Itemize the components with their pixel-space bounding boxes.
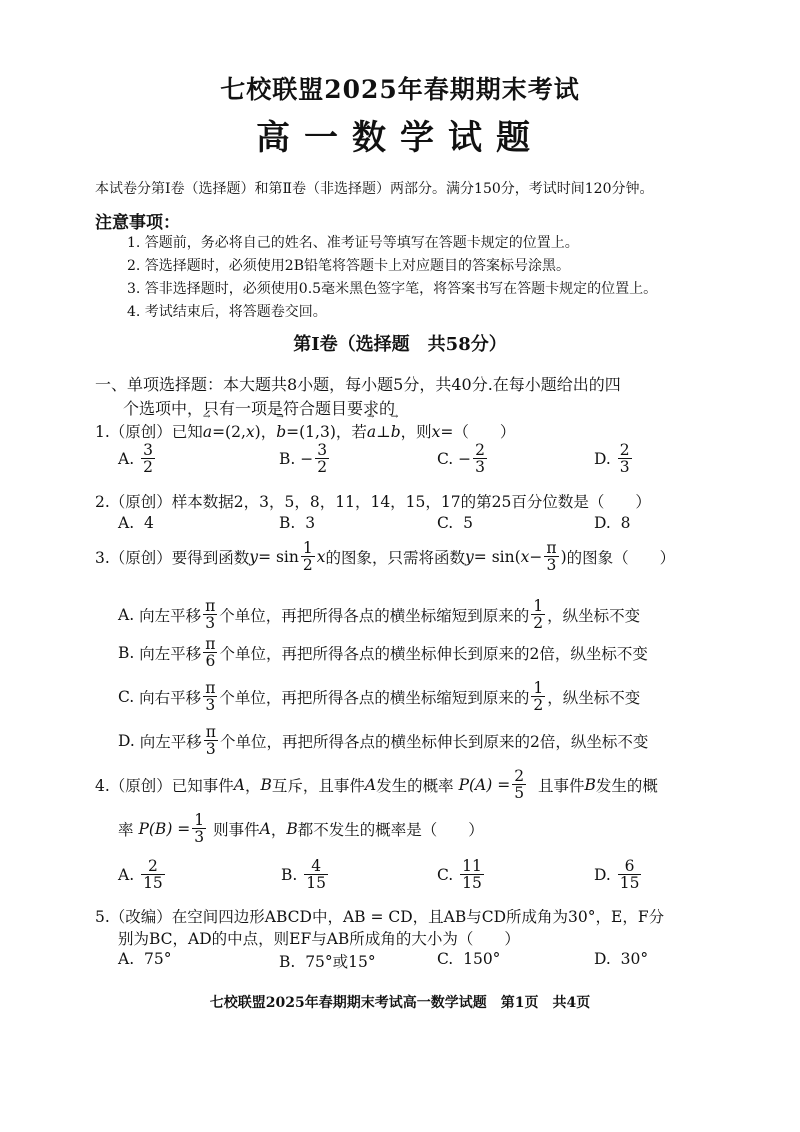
option-label: B. — [281, 865, 298, 884]
denominator: 2 — [302, 556, 313, 575]
question-text: （原创）已知 — [109, 423, 203, 441]
numerator: 2 — [619, 441, 630, 459]
notes-heading: 注意事项： — [95, 213, 180, 233]
denominator: 3 — [194, 828, 205, 847]
math-var: x — [245, 423, 255, 441]
math-var: B — [286, 819, 298, 838]
option-value: 150° — [463, 950, 501, 968]
fraction — [141, 858, 165, 892]
math-var: y — [249, 547, 259, 566]
fraction — [301, 540, 315, 574]
question-text: ， — [245, 776, 261, 795]
option-value: 75°或15° — [305, 953, 376, 971]
option-d[interactable] — [594, 514, 631, 532]
question-3-stem — [95, 540, 675, 574]
denominator: 3 — [546, 556, 557, 575]
option-value: 30° — [620, 950, 649, 968]
option-value: 75° — [143, 950, 172, 968]
option-label: B. — [279, 449, 296, 468]
option-label: D. — [594, 514, 611, 532]
option-a[interactable] — [118, 514, 154, 532]
option-text: 个单位，再把所得各点的横坐标缩短到原来的 — [219, 606, 530, 625]
numerator: 1 — [533, 597, 544, 615]
option-a[interactable] — [118, 950, 171, 968]
option-a[interactable] — [118, 598, 640, 632]
question-text: ， — [270, 820, 287, 839]
option-text: 向左平移 — [139, 606, 202, 625]
answer-blank: =（ ） — [440, 423, 516, 441]
option-b[interactable] — [118, 636, 648, 670]
numerator: 1 — [194, 811, 205, 829]
math-text: =(1,3)，若 — [286, 423, 367, 441]
option-d[interactable] — [594, 950, 648, 968]
option-a[interactable] — [118, 858, 167, 892]
sign: − — [300, 449, 314, 468]
option-value: 4 — [143, 514, 154, 532]
note-item: 4. 考试结束后，将答题卷交回。 — [127, 304, 327, 320]
question-text: 互斥，且事件 — [271, 776, 365, 795]
option-label: B. — [118, 643, 135, 662]
numerator: 3 — [143, 441, 153, 459]
exam-intro: 本试卷分第Ⅰ卷（选择题）和第Ⅱ卷（非选择题）两部分。满分150分，考试时间120分钟。 — [95, 181, 654, 197]
option-b[interactable] — [281, 858, 330, 892]
vector-b: → b — [391, 423, 401, 441]
option-c[interactable] — [437, 442, 489, 476]
denominator: 5 — [514, 784, 525, 803]
fraction — [531, 680, 545, 714]
math-var: y — [465, 547, 474, 566]
option-text: 向右平移 — [139, 688, 202, 707]
math-var: A — [233, 775, 245, 794]
option-text: 向左平移 — [139, 732, 202, 751]
option-label: D. — [594, 449, 611, 468]
numerator: π — [546, 539, 557, 557]
question-number: 1. — [95, 423, 110, 441]
vector-a: → a — [203, 423, 212, 441]
option-text: 个单位，再把所得各点的横坐标缩短到原来的 — [219, 688, 530, 707]
question-2-stem: 2.（原创）样本数据2，3，5，8，11，14，15，17的第25百分位数是（ ） — [95, 493, 651, 511]
exam-title: 七校联盟2025年春期期末考试 — [220, 75, 580, 104]
math-text: P(A) = — [458, 775, 511, 794]
fraction — [544, 540, 558, 574]
math-var: A — [259, 819, 271, 838]
question-1-stem — [95, 420, 515, 442]
question-text: 发生的概率 — [376, 776, 454, 795]
option-value: 3 — [305, 514, 316, 532]
math-var: x — [520, 547, 530, 566]
numerator: π — [205, 723, 216, 741]
fraction — [141, 442, 155, 476]
fraction — [618, 442, 632, 476]
question-text: 4.（原创）已知事件 — [95, 776, 234, 795]
fraction — [304, 858, 328, 892]
numerator: 2 — [514, 767, 525, 785]
fraction — [460, 858, 484, 892]
option-d[interactable] — [594, 858, 643, 892]
denominator: 2 — [533, 696, 544, 715]
math-text: − — [529, 547, 543, 566]
math-text: ) — [560, 547, 567, 566]
option-c[interactable] — [437, 858, 486, 892]
question-text: 且事件 — [537, 776, 585, 795]
option-label: A. — [118, 950, 135, 968]
numerator: 11 — [462, 857, 482, 875]
note-item: 3. 答非选择题时，必须使用0.5毫米黑色签字笔，将答案书写在答题卡规定的位置上。 — [127, 281, 658, 297]
denominator: 3 — [205, 740, 216, 759]
denominator: 2 — [317, 458, 328, 477]
option-label: C. — [437, 950, 454, 968]
part1-instructions-line1: 一、单项选择题：本大题共8小题，每小题5分，共40分.在每小题给出的四 — [95, 375, 621, 394]
numerator: 6 — [618, 858, 642, 875]
fraction — [531, 598, 545, 632]
option-label: B. — [279, 514, 296, 532]
numerator: 1 — [533, 679, 544, 697]
page-footer: 七校联盟2025年春期期末考试高一数学试题 第1页 共4页 — [209, 995, 591, 1011]
option-label: A. — [118, 865, 135, 884]
denominator: 2 — [533, 614, 544, 633]
question-text: 发生的概 — [595, 776, 658, 795]
option-text: ，纵坐标不变 — [547, 688, 641, 707]
numerator: π — [205, 597, 216, 615]
fraction — [203, 636, 217, 670]
denominator: 15 — [143, 874, 163, 893]
question-5-stem-line1: 5.（改编）在空间四边形ABCD中，AB = CD，且AB与CD所成角为30°，E，F分 — [95, 908, 665, 926]
answer-blank: 的图象（ ） — [566, 548, 676, 567]
note-item: 2. 答选择题时，必须使用2B铅笔将答题卡上对应题目的答案标号涂黑。 — [127, 258, 571, 274]
math-text: =(2, — [212, 423, 246, 441]
question-text: 都不发生的概率是（ ） — [297, 820, 484, 839]
question-text: 率 — [118, 820, 134, 839]
math-text: = sin — [258, 547, 299, 566]
question-text: ，则 — [400, 423, 432, 441]
numerator: π — [205, 679, 216, 697]
math-text: P(B) = — [138, 819, 191, 838]
denominator: 15 — [619, 874, 640, 893]
fraction — [203, 680, 217, 714]
numerator: π — [205, 635, 216, 653]
part1-instructions-line2: 个选项中，只有一项是符合题目要求的 — [123, 399, 396, 418]
denominator: 3 — [619, 458, 630, 477]
fraction — [204, 724, 218, 758]
option-text: 向左平移 — [139, 644, 202, 663]
option-text: 个单位，再把所得各点的横坐标伸长到原来的2倍，纵坐标不变 — [219, 732, 649, 751]
option-b[interactable] — [279, 442, 331, 476]
option-d[interactable] — [118, 724, 648, 758]
math-text: )， — [254, 423, 277, 441]
vector-b: → b — [276, 423, 286, 441]
question-text: 的图象，只需将函数 — [325, 548, 466, 567]
option-value: 8 — [620, 514, 631, 532]
option-label: C. — [437, 449, 454, 468]
denominator: 3 — [205, 614, 216, 633]
math-var: B — [260, 775, 272, 794]
option-label: D. — [594, 950, 611, 968]
subject-title: 高一数学试题 — [256, 118, 544, 158]
question-5-stem-line2: 别为BC，AD的中点，则EF与AB所成角的大小为（ ） — [118, 930, 520, 948]
option-label: B. — [279, 953, 296, 971]
fraction — [192, 812, 206, 846]
denominator: 15 — [306, 874, 326, 893]
option-label: D. — [594, 865, 611, 884]
option-c[interactable] — [437, 950, 500, 968]
option-label: A. — [118, 605, 135, 624]
option-label: D. — [118, 731, 135, 750]
option-b[interactable] — [279, 950, 376, 972]
question-text: 3.（原创）要得到函数 — [95, 548, 250, 567]
math-var: x — [431, 423, 441, 441]
option-b[interactable] — [279, 514, 315, 532]
option-label: C. — [437, 514, 454, 532]
fraction — [618, 858, 642, 892]
question-4-stem-line1 — [95, 768, 658, 802]
denominator: 6 — [205, 652, 216, 671]
option-label: A. — [118, 449, 135, 468]
math-var: x — [316, 547, 326, 566]
option-text: ，纵坐标不变 — [547, 606, 641, 625]
fraction — [473, 442, 487, 476]
option-label: C. — [437, 865, 454, 884]
numerator: 1 — [302, 539, 313, 557]
math-var: A — [364, 775, 377, 794]
denominator: 3 — [475, 458, 486, 477]
option-value: 5 — [463, 514, 473, 532]
vector-a: → a — [367, 423, 376, 441]
option-d[interactable] — [594, 442, 634, 476]
numerator: 2 — [141, 858, 165, 875]
question-text: 则事件 — [213, 820, 260, 839]
denominator: 2 — [143, 458, 153, 477]
option-label: C. — [118, 687, 135, 706]
denominator: 15 — [462, 874, 482, 893]
section-heading: 第Ⅰ卷（选择题 共58分） — [293, 334, 507, 355]
note-item: 1. 答题前，务必将自己的姓名、准考证号等填写在答题卡规定的位置上。 — [127, 235, 579, 251]
option-text: 个单位，再把所得各点的横坐标伸长到原来的2倍，纵坐标不变 — [219, 644, 648, 663]
option-c[interactable] — [437, 514, 473, 532]
numerator: 4 — [304, 858, 328, 875]
numerator: 3 — [317, 441, 328, 459]
option-label: A. — [118, 514, 135, 532]
numerator: 2 — [475, 441, 486, 459]
math-var: B — [584, 775, 596, 794]
math-text: = sin( — [473, 547, 521, 566]
fraction — [512, 768, 526, 802]
perp-symbol: ⊥ — [376, 423, 391, 441]
sign: − — [458, 449, 472, 468]
fraction — [203, 598, 217, 632]
option-c[interactable] — [118, 680, 640, 714]
question-4-stem-line2 — [118, 812, 484, 846]
fraction — [315, 442, 329, 476]
denominator: 3 — [205, 696, 216, 715]
option-a[interactable] — [118, 442, 157, 476]
